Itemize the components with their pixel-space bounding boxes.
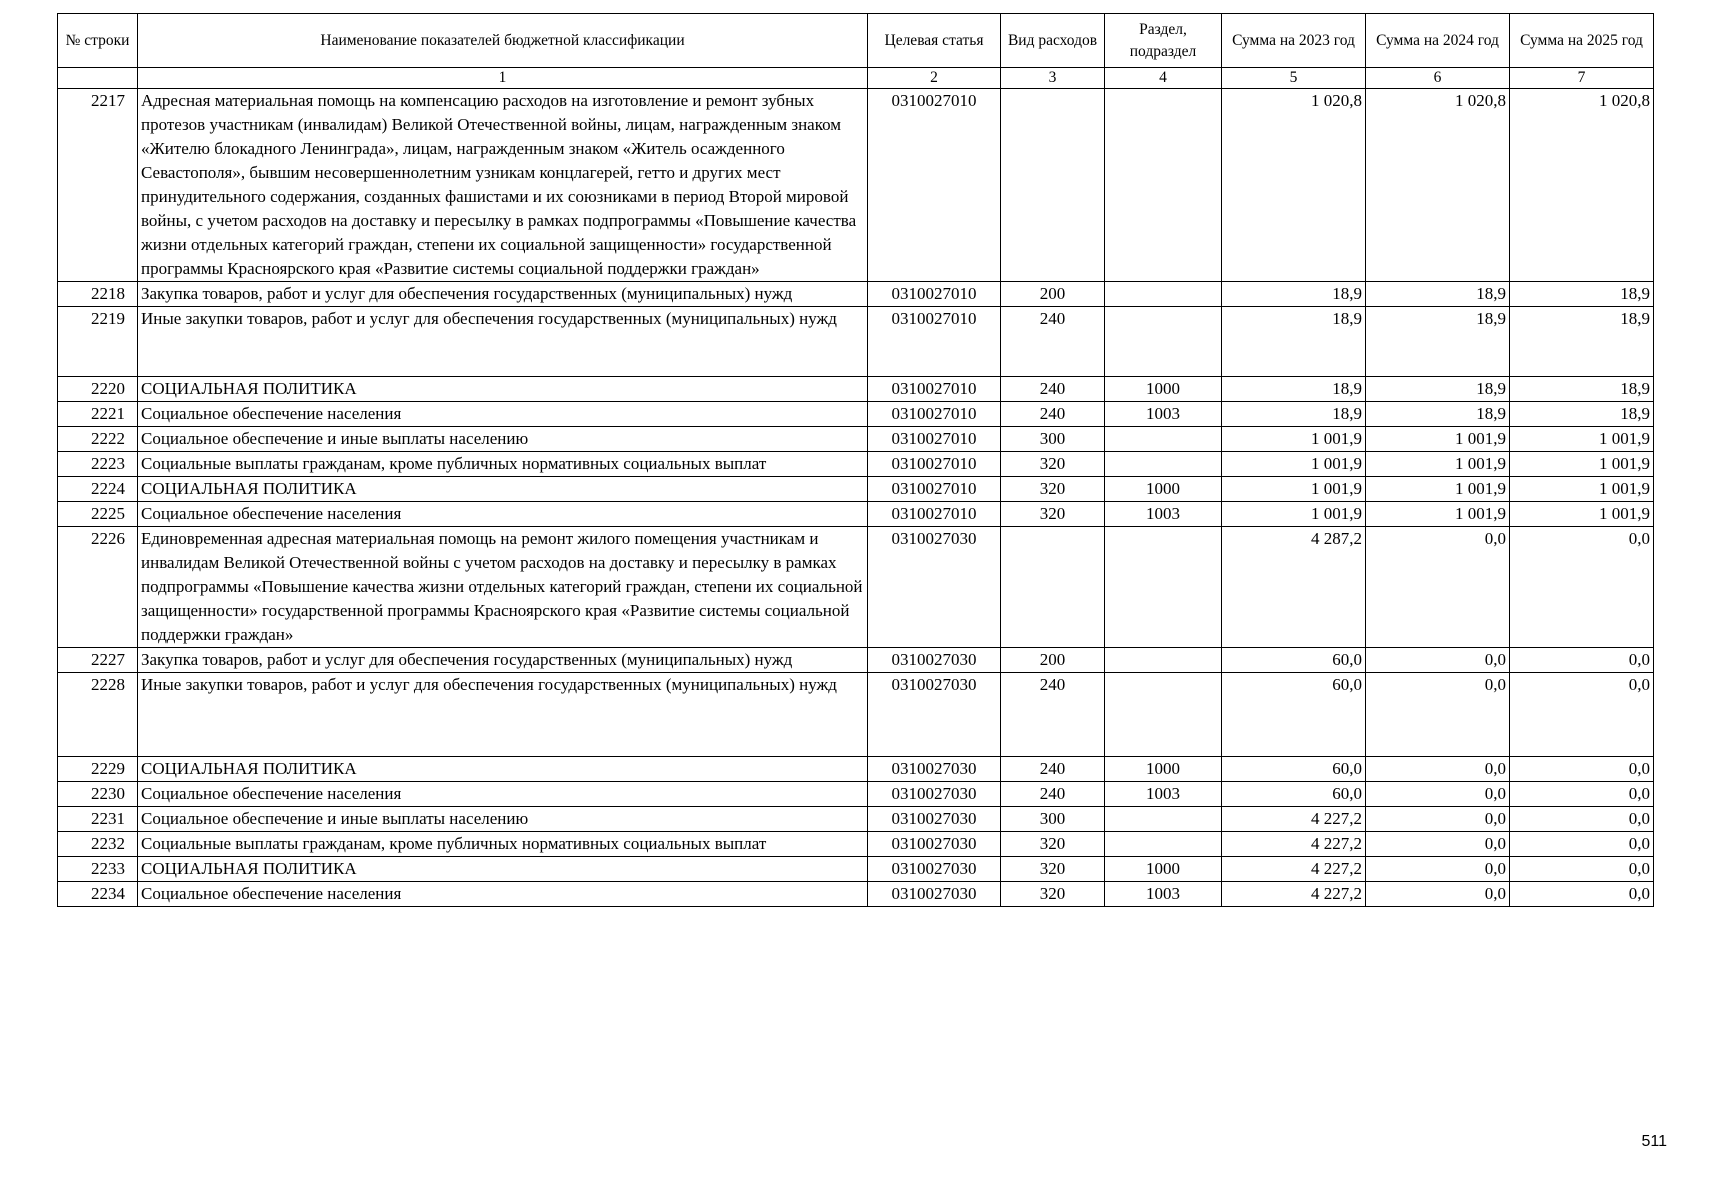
row-sum-2023: 1 020,8 (1222, 89, 1366, 282)
row-kind: 320 (1001, 857, 1105, 882)
table-body (58, 89, 1654, 907)
row-target: 0310027010 (868, 402, 1001, 427)
row-target: 0310027030 (868, 782, 1001, 807)
row-name: Иные закупки товаров, работ и услуг для обеспечения государственных (муниципальных) нужд (138, 307, 868, 377)
row-number: 2227 (58, 648, 138, 673)
row-kind: 240 (1001, 377, 1105, 402)
table-row (58, 807, 1654, 832)
row-target: 0310027030 (868, 882, 1001, 907)
row-name: Социальное обеспечение и иные выплаты населению (138, 427, 868, 452)
row-kind: 200 (1001, 648, 1105, 673)
page-number: 511 (1641, 1133, 1667, 1150)
row-sum-2025: 0,0 (1510, 807, 1654, 832)
row-sum-2023: 18,9 (1222, 402, 1366, 427)
row-name: Социальные выплаты гражданам, кроме публичных нормативных социальных выплат (138, 452, 868, 477)
row-target: 0310027030 (868, 807, 1001, 832)
row-sum-2025: 1 001,9 (1510, 502, 1654, 527)
row-target: 0310027010 (868, 452, 1001, 477)
row-sum-2023: 4 227,2 (1222, 807, 1366, 832)
row-sum-2024: 0,0 (1366, 832, 1510, 857)
row-number: 2234 (58, 882, 138, 907)
row-sum-2025: 18,9 (1510, 307, 1654, 377)
table-row (58, 89, 1654, 282)
row-kind: 240 (1001, 782, 1105, 807)
table-row (58, 452, 1654, 477)
row-target: 0310027030 (868, 832, 1001, 857)
row-name: Закупка товаров, работ и услуг для обеспечения государственных (муниципальных) нужд (138, 282, 868, 307)
row-sum-2025: 1 001,9 (1510, 452, 1654, 477)
row-kind: 300 (1001, 427, 1105, 452)
table-row (58, 307, 1654, 377)
column-index: 2 (868, 68, 1001, 89)
row-sum-2025: 1 001,9 (1510, 477, 1654, 502)
row-sum-2023: 60,0 (1222, 757, 1366, 782)
row-sum-2025: 1 001,9 (1510, 427, 1654, 452)
row-sum-2024: 18,9 (1366, 402, 1510, 427)
row-sum-2024: 0,0 (1366, 857, 1510, 882)
row-number: 2232 (58, 832, 138, 857)
row-sum-2025: 0,0 (1510, 882, 1654, 907)
row-sum-2024: 0,0 (1366, 757, 1510, 782)
row-number: 2225 (58, 502, 138, 527)
column-index: 6 (1366, 68, 1510, 89)
table-row (58, 282, 1654, 307)
row-sum-2025: 18,9 (1510, 402, 1654, 427)
table-row (58, 757, 1654, 782)
column-index: 5 (1222, 68, 1366, 89)
row-kind: 320 (1001, 502, 1105, 527)
table-row (58, 527, 1654, 648)
row-number: 2229 (58, 757, 138, 782)
row-section: 1000 (1105, 757, 1222, 782)
row-sum-2023: 1 001,9 (1222, 427, 1366, 452)
row-section (1105, 307, 1222, 377)
row-number: 2217 (58, 89, 138, 282)
column-index: 3 (1001, 68, 1105, 89)
row-name: Социальное обеспечение населения (138, 502, 868, 527)
row-number: 2220 (58, 377, 138, 402)
row-number: 2223 (58, 452, 138, 477)
table-row (58, 427, 1654, 452)
row-sum-2023: 4 227,2 (1222, 857, 1366, 882)
row-kind: 240 (1001, 307, 1105, 377)
row-sum-2025: 18,9 (1510, 282, 1654, 307)
row-number: 2222 (58, 427, 138, 452)
table-header (58, 14, 1654, 89)
row-sum-2025: 0,0 (1510, 782, 1654, 807)
header-kind: Вид расходов (1001, 14, 1105, 68)
row-target: 0310027030 (868, 757, 1001, 782)
row-sum-2023: 60,0 (1222, 782, 1366, 807)
row-name: СОЦИАЛЬНАЯ ПОЛИТИКА (138, 757, 868, 782)
row-sum-2023: 4 227,2 (1222, 832, 1366, 857)
header-row-no: № строки (58, 14, 138, 68)
row-number: 2224 (58, 477, 138, 502)
row-section (1105, 527, 1222, 648)
row-section (1105, 427, 1222, 452)
row-sum-2024: 18,9 (1366, 282, 1510, 307)
row-sum-2025: 0,0 (1510, 857, 1654, 882)
header-sum-2024: Сумма на 2024 год (1366, 14, 1510, 68)
row-target: 0310027010 (868, 502, 1001, 527)
row-name: Закупка товаров, работ и услуг для обеспечения государственных (муниципальных) нужд (138, 648, 868, 673)
table-row (58, 477, 1654, 502)
row-target: 0310027030 (868, 527, 1001, 648)
row-kind: 320 (1001, 832, 1105, 857)
row-name: СОЦИАЛЬНАЯ ПОЛИТИКА (138, 857, 868, 882)
row-number: 2219 (58, 307, 138, 377)
row-number: 2218 (58, 282, 138, 307)
row-kind (1001, 527, 1105, 648)
row-sum-2024: 1 001,9 (1366, 452, 1510, 477)
row-number: 2231 (58, 807, 138, 832)
row-name: Адресная материальная помощь на компенсацию расходов на изготовление и ремонт зубных протезов участникам (инвалидам) Великой Отечественной войны, лицам, награжденным знаком «Жителю блокадного Ленинграда», лицам, награжденным знаком «Житель осажденного Севастополя», бывшим несовершеннолетним узникам концлагерей, гетто и других мест принудительного содержания, созданных фашистами и их союзниками в период Второй мировой войны, с учетом расходов на доставку и пересылку в рамках подпрограммы «Повышение качества жизни отдельных категорий граждан, степени их социальной защищенности» государственной программы Красноярского края «Развитие системы социальной поддержки граждан» (138, 89, 868, 282)
row-sum-2023: 4 227,2 (1222, 882, 1366, 907)
column-index-row (58, 68, 1654, 89)
row-sum-2023: 60,0 (1222, 648, 1366, 673)
row-section (1105, 452, 1222, 477)
row-section: 1000 (1105, 857, 1222, 882)
row-name: Социальное обеспечение и иные выплаты населению (138, 807, 868, 832)
row-sum-2023: 1 001,9 (1222, 477, 1366, 502)
row-kind: 240 (1001, 673, 1105, 757)
row-target: 0310027010 (868, 477, 1001, 502)
row-section: 1000 (1105, 377, 1222, 402)
table-row (58, 782, 1654, 807)
row-sum-2025: 18,9 (1510, 377, 1654, 402)
row-sum-2024: 0,0 (1366, 882, 1510, 907)
row-sum-2023: 18,9 (1222, 377, 1366, 402)
row-kind: 320 (1001, 452, 1105, 477)
row-target: 0310027010 (868, 427, 1001, 452)
row-target: 0310027010 (868, 89, 1001, 282)
row-number: 2228 (58, 673, 138, 757)
row-sum-2024: 1 020,8 (1366, 89, 1510, 282)
row-sum-2024: 0,0 (1366, 782, 1510, 807)
row-target: 0310027010 (868, 307, 1001, 377)
row-name: Социальное обеспечение населения (138, 402, 868, 427)
table-row (58, 882, 1654, 907)
row-name: СОЦИАЛЬНАЯ ПОЛИТИКА (138, 377, 868, 402)
row-number: 2221 (58, 402, 138, 427)
header-section: Раздел, подраздел (1105, 14, 1222, 68)
row-sum-2023: 60,0 (1222, 673, 1366, 757)
row-section (1105, 832, 1222, 857)
table-row (58, 832, 1654, 857)
row-name: Социальные выплаты гражданам, кроме публичных нормативных социальных выплат (138, 832, 868, 857)
row-section (1105, 673, 1222, 757)
row-sum-2024: 1 001,9 (1366, 427, 1510, 452)
row-number: 2226 (58, 527, 138, 648)
row-target: 0310027030 (868, 857, 1001, 882)
table-row (58, 857, 1654, 882)
row-target: 0310027010 (868, 282, 1001, 307)
row-name: Иные закупки товаров, работ и услуг для обеспечения государственных (муниципальных) нужд (138, 673, 868, 757)
column-index: 4 (1105, 68, 1222, 89)
row-sum-2025: 0,0 (1510, 648, 1654, 673)
row-kind: 320 (1001, 882, 1105, 907)
row-sum-2023: 1 001,9 (1222, 502, 1366, 527)
row-target: 0310027010 (868, 377, 1001, 402)
row-sum-2025: 1 020,8 (1510, 89, 1654, 282)
header-sum-2023: Сумма на 2023 год (1222, 14, 1366, 68)
row-sum-2025: 0,0 (1510, 527, 1654, 648)
row-name: Единовременная адресная материальная помощь на ремонт жилого помещения участникам и инвалидам Великой Отечественной войны с учетом расходов на доставку и пересылку в рамках подпрограммы «Повышение качества жизни отдельных категорий граждан, степени их социальной защищенности» государственной программы Красноярского края «Развитие системы социальной поддержки граждан» (138, 527, 868, 648)
row-kind (1001, 89, 1105, 282)
table-row (58, 673, 1654, 757)
row-section (1105, 648, 1222, 673)
row-section: 1003 (1105, 882, 1222, 907)
row-sum-2025: 0,0 (1510, 757, 1654, 782)
header-name: Наименование показателей бюджетной классификации (138, 14, 868, 68)
row-sum-2025: 0,0 (1510, 673, 1654, 757)
table-row (58, 377, 1654, 402)
table-row (58, 502, 1654, 527)
row-sum-2024: 0,0 (1366, 527, 1510, 648)
row-sum-2024: 0,0 (1366, 673, 1510, 757)
table-row (58, 648, 1654, 673)
row-kind: 200 (1001, 282, 1105, 307)
row-section (1105, 807, 1222, 832)
table-row (58, 402, 1654, 427)
row-sum-2024: 1 001,9 (1366, 477, 1510, 502)
row-name: Социальное обеспечение населения (138, 782, 868, 807)
row-kind: 240 (1001, 402, 1105, 427)
row-target: 0310027030 (868, 648, 1001, 673)
budget-table (57, 13, 1654, 907)
row-section (1105, 89, 1222, 282)
header-target: Целевая статья (868, 14, 1001, 68)
row-sum-2024: 18,9 (1366, 307, 1510, 377)
row-sum-2023: 1 001,9 (1222, 452, 1366, 477)
column-index: 7 (1510, 68, 1654, 89)
row-name: СОЦИАЛЬНАЯ ПОЛИТИКА (138, 477, 868, 502)
row-section: 1003 (1105, 402, 1222, 427)
header-sum-2025: Сумма на 2025 год (1510, 14, 1654, 68)
row-sum-2023: 18,9 (1222, 307, 1366, 377)
row-sum-2024: 1 001,9 (1366, 502, 1510, 527)
row-sum-2024: 18,9 (1366, 377, 1510, 402)
row-sum-2023: 18,9 (1222, 282, 1366, 307)
column-index: 1 (138, 68, 868, 89)
row-sum-2025: 0,0 (1510, 832, 1654, 857)
row-sum-2024: 0,0 (1366, 648, 1510, 673)
row-section: 1003 (1105, 502, 1222, 527)
row-sum-2024: 0,0 (1366, 807, 1510, 832)
row-kind: 300 (1001, 807, 1105, 832)
row-sum-2023: 4 287,2 (1222, 527, 1366, 648)
row-kind: 320 (1001, 477, 1105, 502)
column-index (58, 68, 138, 89)
row-number: 2233 (58, 857, 138, 882)
row-number: 2230 (58, 782, 138, 807)
row-name: Социальное обеспечение населения (138, 882, 868, 907)
row-section: 1000 (1105, 477, 1222, 502)
row-target: 0310027030 (868, 673, 1001, 757)
row-kind: 240 (1001, 757, 1105, 782)
row-section: 1003 (1105, 782, 1222, 807)
row-section (1105, 282, 1222, 307)
